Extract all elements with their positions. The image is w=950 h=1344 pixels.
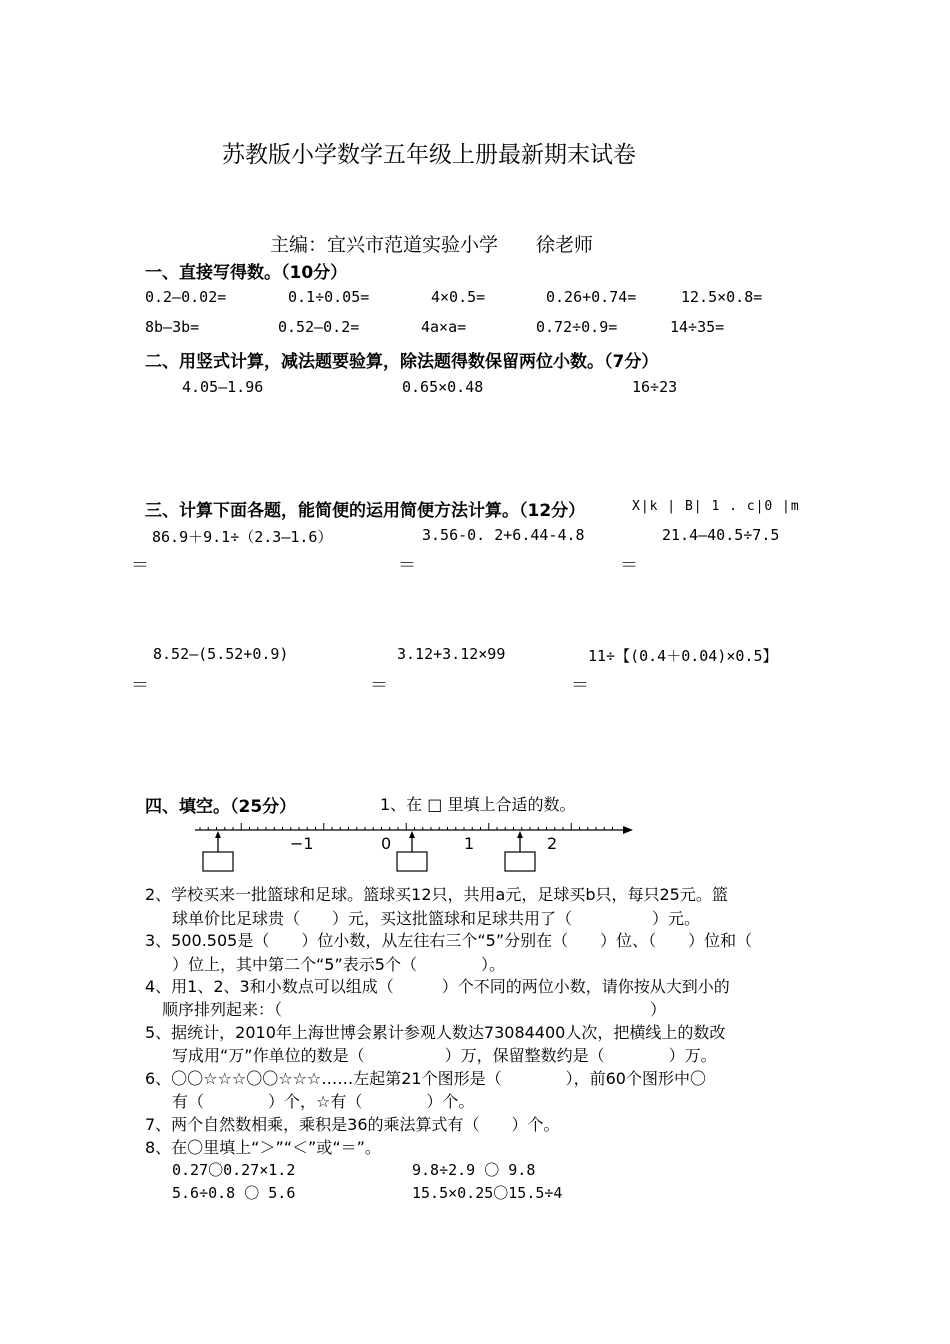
fill-question-4-line2: 顺序排列起来：（ ） <box>162 1000 667 1019</box>
oral-calc-item: 14÷35= <box>670 318 725 336</box>
page-title: 苏教版小学数学五年级上册最新期末试卷 <box>222 142 636 168</box>
fill-question-2-line2: 球单价比足球贵（ ）元，买这批篮球和足球共用了（ ）元。 <box>172 909 701 928</box>
fill-question-6-line1: 6、〇〇☆☆☆〇〇☆☆☆……左起第21个图形是（ ），前60个图形中〇 <box>145 1069 706 1088</box>
equals-sign: ＝ <box>620 555 638 576</box>
fill-question-5-line1: 5、据统计，2010年上海世博会累计参观人数达73084400人次，把横线上的数改 <box>145 1023 726 1042</box>
equals-sign: ＝ <box>398 555 416 576</box>
section4-heading: 四、填空。（25分） <box>145 797 297 817</box>
fill-question-1: 1、在 □ 里填上合适的数。 <box>380 795 576 814</box>
equals-sign: ＝ <box>571 675 589 696</box>
vertical-calc-item: 16÷23 <box>632 378 678 396</box>
oral-calc-item: 12.5×0.8= <box>681 288 763 306</box>
compare-item: 15.5×0.25〇15.5÷4 <box>412 1184 563 1202</box>
oral-calc-item: 0.26+0.74= <box>546 288 637 306</box>
oral-calc-item: 8b—3b= <box>145 318 200 336</box>
fill-question-8: 8、在〇里填上“＞”“＜”或“＝”。 <box>145 1138 381 1157</box>
fill-question-4-line1: 4、用1、2、3和小数点可以组成（ ）个不同的两位小数，请你按从大到小的 <box>145 977 730 996</box>
axis-label: 0 <box>381 834 392 853</box>
vertical-calc-item: 0.65×0.48 <box>402 378 484 396</box>
watermark-text: X|k | B| 1 . c|0 |m <box>632 499 800 514</box>
simplify-calc-item: 11÷【(0.4＋0.04)×0.5】 <box>588 647 778 665</box>
arrow-up-icon <box>517 831 523 838</box>
simplify-calc-item: 21.4—40.5÷7.5 <box>662 526 780 544</box>
equals-sign: ＝ <box>370 675 388 696</box>
section1-heading: 一、直接写得数。（10分） <box>145 263 348 283</box>
oral-calc-item: 0.52—0.2= <box>278 318 360 336</box>
simplify-calc-item: 3.12+3.12×99 <box>397 645 506 663</box>
fill-question-3-line1: 3、500.505是（ ）位小数，从左往右三个“5”分别在（ ）位、（ ）位和（ <box>145 931 753 950</box>
oral-calc-item: 0.2—0.02= <box>145 288 227 306</box>
axis-label: 1 <box>464 834 475 853</box>
axis-label: 2 <box>547 834 558 853</box>
number-line <box>190 818 640 874</box>
arrow-up-icon <box>215 831 221 838</box>
section3-heading: 三、计算下面各题，能简便的运用简便方法计算。（12分） <box>145 501 586 521</box>
fill-question-7: 7、两个自然数相乘，乘积是36的乘法算式有（ ）个。 <box>145 1115 560 1134</box>
oral-calc-item: 0.1÷0.05= <box>288 288 370 306</box>
fill-question-3-line2: ）位上，其中第二个“5”表示5个（ ）。 <box>172 955 505 974</box>
simplify-calc-item: 86.9＋9.1÷（2.3—1.6） <box>152 528 333 546</box>
simplify-calc-item: 3.56-0. 2+6.44-4.8 <box>422 526 585 544</box>
oral-calc-item: 4×0.5= <box>431 288 486 306</box>
arrow-up-icon <box>409 831 415 838</box>
fill-question-2-line1: 2、学校买来一批篮球和足球。篮球买12只，共用a元，足球买b只，每只25元。篮 <box>145 885 728 904</box>
oral-calc-item: 0.72÷0.9= <box>536 318 618 336</box>
fill-question-5-line2: 写成用“万”作单位的数是（ ）万，保留整数约是（ ）万。 <box>172 1046 717 1065</box>
answer-box <box>505 852 535 871</box>
oral-calc-item: 4a×a= <box>421 318 467 336</box>
equals-sign: ＝ <box>131 555 149 576</box>
axis-label: −1 <box>290 834 314 853</box>
author-line: 主编：宜兴市范道实验小学 徐老师 <box>270 234 594 256</box>
vertical-calc-item: 4.05—1.96 <box>182 378 264 396</box>
equals-sign: ＝ <box>131 675 149 696</box>
answer-box <box>397 852 427 871</box>
fill-question-6-line2: 有（ ）个，☆有（ ）个。 <box>172 1092 475 1111</box>
compare-item: 9.8÷2.9 〇 9.8 <box>412 1161 536 1179</box>
section2-heading: 二、用竖式计算，减法题要验算，除法题得数保留两位小数。（7分） <box>145 352 659 372</box>
answer-box <box>203 852 233 871</box>
arrow-head-icon <box>623 826 633 834</box>
compare-item: 5.6÷0.8 〇 5.6 <box>172 1184 296 1202</box>
compare-item: 0.27〇0.27×1.2 <box>172 1161 296 1179</box>
simplify-calc-item: 8.52—(5.52+0.9) <box>153 645 289 663</box>
